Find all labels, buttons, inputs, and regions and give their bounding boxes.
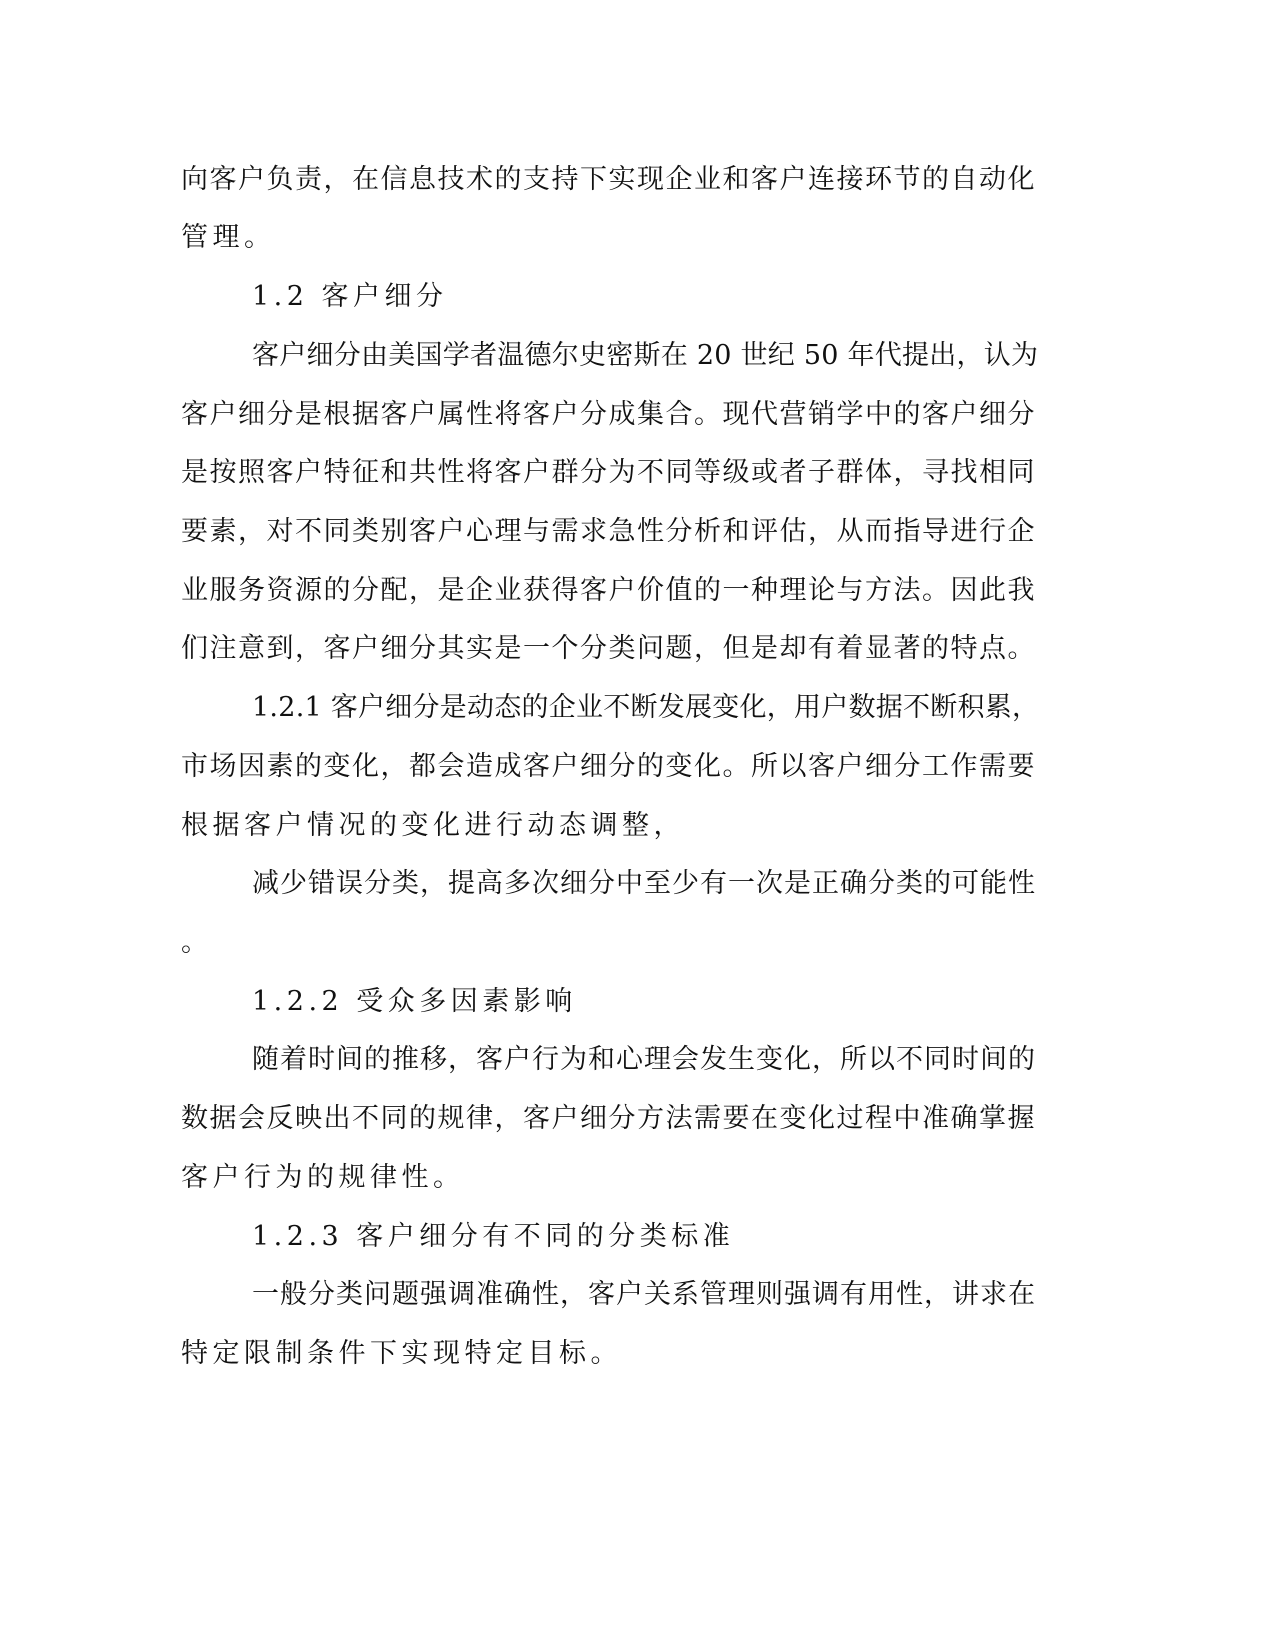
subsection-heading: 1.2.2 受众多因素影响	[252, 986, 577, 1017]
body-text-line: 市场因素的变化，都会造成客户细分的变化。所以客户细分工作需要	[181, 751, 1036, 782]
body-text-line: 根据客户情况的变化进行动态调整，	[181, 810, 685, 841]
body-text-line: 数据会反映出不同的规律，客户细分方法需要在变化过程中准确掌握	[181, 1103, 1036, 1134]
section-heading: 1.2 客户细分	[252, 281, 448, 312]
paragraph-first-line: 客户细分由美国学者温德尔史密斯在 20 世纪 50 年代提出，认为	[252, 340, 1039, 371]
body-text-line: 。	[181, 927, 213, 958]
body-text-line: 们注意到，客户细分其实是一个分类问题，但是却有着显著的特点。	[181, 633, 1036, 664]
body-text-line: 客户细分是根据客户属性将客户分成集合。现代营销学中的客户细分	[181, 399, 1036, 430]
subsection-paragraph-first-line: 1.2.1 客户细分是动态的企业不断发展变化，用户数据不断积累，	[252, 692, 1040, 723]
paragraph-first-line: 一般分类问题强调准确性，客户关系管理则强调有用性，讲求在	[252, 1279, 1036, 1310]
body-text-line: 管理。	[181, 222, 276, 253]
body-text-line: 要素，对不同类别客户心理与需求急性分析和评估，从而指导进行企	[181, 516, 1036, 547]
body-text-line: 向客户负责，在信息技术的支持下实现企业和客户连接环节的自动化	[181, 164, 1036, 195]
body-text-line: 客户行为的规律性。	[181, 1162, 465, 1193]
subsection-heading: 1.2.3 客户细分有不同的分类标准	[252, 1221, 735, 1252]
paragraph-first-line: 减少错误分类，提高多次细分中至少有一次是正确分类的可能性	[252, 868, 1036, 899]
body-text-line: 业服务资源的分配，是企业获得客户价值的一种理论与方法。因此我	[181, 575, 1036, 606]
body-text-line: 是按照客户特征和共性将客户群分为不同等级或者子群体，寻找相同	[181, 457, 1036, 488]
paragraph-first-line: 随着时间的推移，客户行为和心理会发生变化，所以不同时间的	[252, 1044, 1036, 1075]
body-text-line: 特定限制条件下实现特定目标。	[181, 1338, 622, 1369]
